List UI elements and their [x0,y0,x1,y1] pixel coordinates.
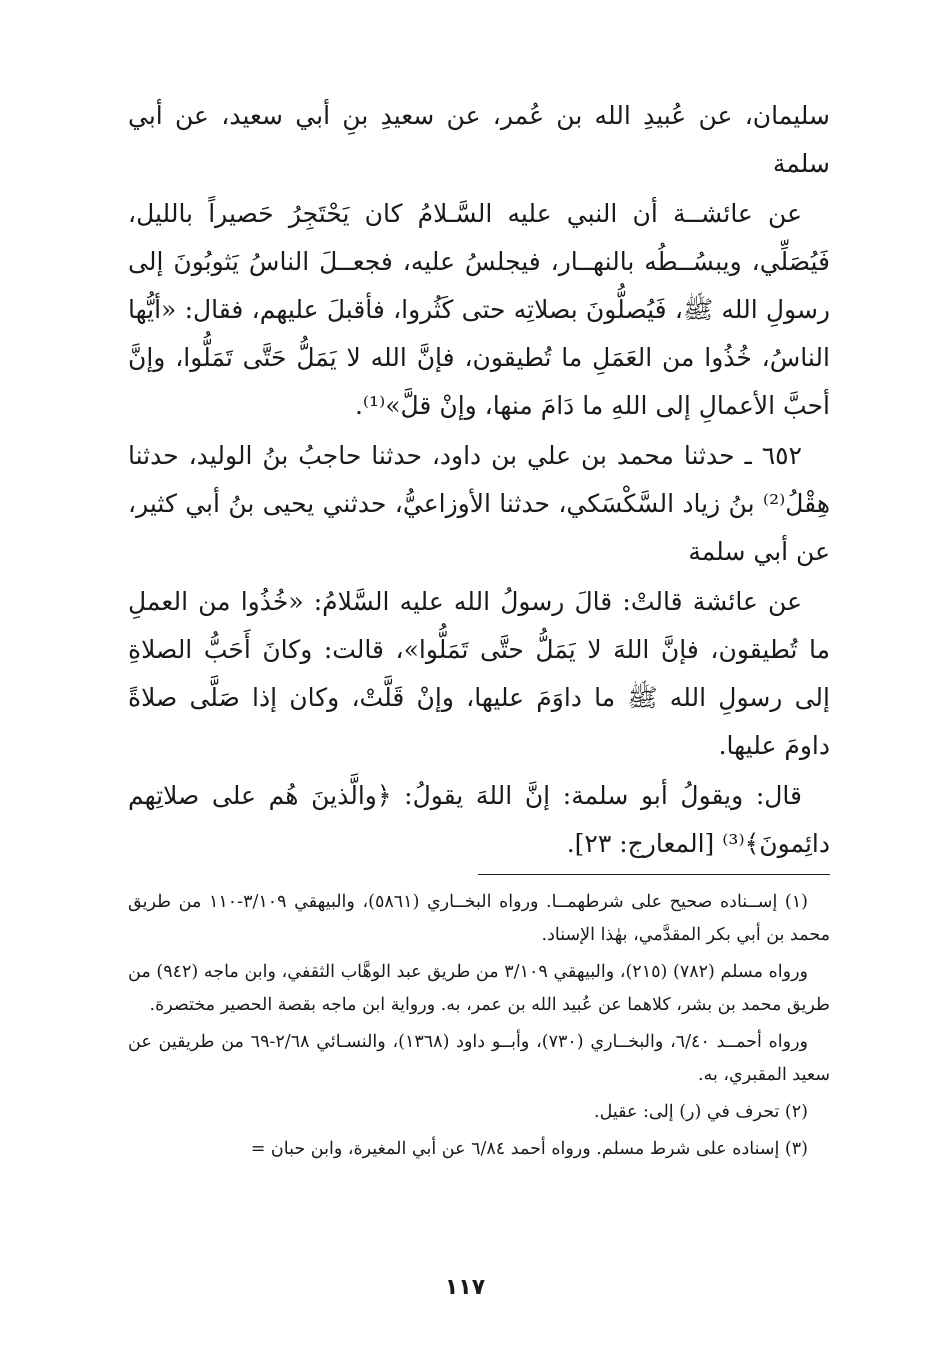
footnotes [128,886,830,1170]
main-paragraph-quran-quote: قال: ويقولُ أبو سلمة: إنَّ اللهَ يقولُ: ﴿والَّذينَ هُم على صلاتِهم دائِمونَ﴾⁽³⁾ [المعارج: ٢٣]. [128,781,830,858]
main-text [128,92,830,870]
footnote-1: (١) إســناده صحيح على شرطهمــا. ورواه البخــاري (٥٨٦١)، والبيهقي ٣/١٠٩-١١٠ من طريق محمد بن أبي بكر المقدَّمي، بهٰذا الإسناد. [128,892,830,945]
footnote-divider [478,874,830,875]
page-number: ١١٧ [444,1275,486,1300]
footnote-1-continued-2: ورواه أحمــد ٦/٤٠، والبخــاري (٧٣٠)، وأبــو داود (١٣٦٨)، والنسـائي ٢/٦٨-٦٩ من طريقين عن سعيد المقبري، به. [128,1032,830,1085]
main-paragraph-isnad-652: ٦٥٢ ـ حدثنا محمد بن علي بن داود، حدثنا حاجبُ بنُ الوليد، حدثنا هِقْلُ⁽²⁾ بنُ زياد السَّكْسَكي، حدثنا الأوزاعيُّ، حدثني يحيى بنُ أبي كثير، عن أبي سلمة [128,441,830,566]
main-paragraph-isnad-1: سليمان، عن عُبيدِ الله بن عُمر، عن سعيدِ بنِ أبي سعيد، عن أبي سلمة [128,101,830,178]
main-paragraph-hadith-2: عن عائشة قالتْ: قالَ رسولُ الله عليه السَّلامُ: «خُذُوا من العملِ ما تُطيقون، فإنَّ اللهَ لا يَمَلُّ حتَّى تَمَلُّوا»، قالت: وكانَ أَحَبُّ الصلاةِ إلى رسولِ الله ﷺ ما داوَمَ عليها، وإنْ قَلَّتْ، وكان إذا صَلَّى صلاةً داومَ عليها. [128,587,830,760]
footnote-1-continued: ورواه مسلم (٧٨٢) (٢١٥)، والبيهقي ٣/١٠٩ من طريق عبد الوهَّاب الثقفي، وابن ماجه (٩٤٢) من طريق محمد بن بشر، كلاهما عن عُبيد الله بن عمر، به. ورواية ابن ماجه بقصة الحصير مختصرة. [128,962,830,1015]
footnote-3: (٣) إسناده على شرط مسلم. ورواه أحمد ٦/٨٤ عن أبي المغيرة، وابن حبان = [250,1139,808,1159]
footnote-2: (٢) تحرف في (ر) إلى: عقيل. [594,1102,808,1122]
main-paragraph-hadith-1: عن عائشــة أن النبي عليه السَّـلامُ كان يَحْتَجِرُ حَصيراً بالليل، فَيُصَلِّي، ويبسُــطُه بالنهــار، فيجلسُ عليه، فجعــلَ الناسُ يَثوبُونَ إلى رسولِ الله ﷺ، فَيُصلُّونَ بصلاتِه حتى كَثُروا، فأقبلَ عليهم، فقال: «أيُّها الناسُ، خُذُوا من العَمَلِ ما تُطيقون، فإنَّ الله لا يَمَلُّ حَتَّى تَمَلُّوا، وإنَّ أحبَّ الأعمالِ إلى اللهِ ما دَامَ منها، وإنْ قلَّ»⁽¹⁾. [128,199,830,420]
